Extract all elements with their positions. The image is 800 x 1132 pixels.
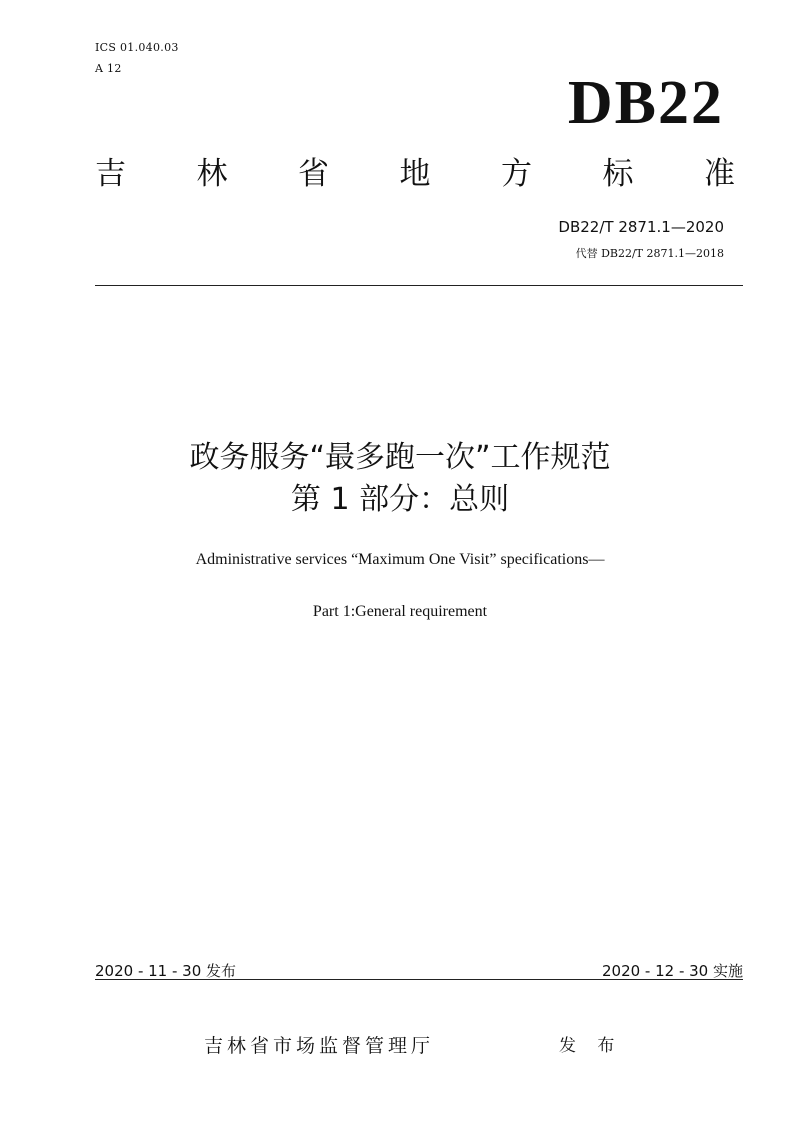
standard-type-char: 标 (602, 156, 634, 192)
issue-date: 2020 - 11 - 30 发布 (95, 962, 237, 980)
english-subtitle: Part 1:General requirement (312, 603, 488, 620)
replaces-note: 代替 DB22/T 2871.1—2018 (575, 247, 724, 260)
standard-type-heading (95, 152, 735, 196)
standard-type-char: 准 (704, 156, 735, 192)
footer-divider (95, 979, 743, 980)
standard-logo: DB22 (567, 69, 724, 137)
classification-code: A 12 (95, 62, 122, 75)
english-title: Administrative services “Maximum One Visit” specifications— (195, 551, 605, 568)
standard-type-char: 方 (501, 156, 532, 192)
standard-type-char: 地 (399, 156, 431, 192)
standard-type-char: 吉 (95, 156, 126, 192)
publish-label: 发 布 (559, 1036, 623, 1056)
issuing-authority: 吉林省市场监督管理厅 (204, 1035, 435, 1057)
standard-type-char: 省 (298, 156, 329, 192)
standard-type-char: 林 (196, 156, 228, 192)
header-divider (95, 285, 743, 286)
document-number: DB22/T 2871.1—2020 (558, 218, 724, 236)
document-subtitle: 第 1 部分：总则 (290, 482, 510, 517)
document-title: 政务服务“最多跑一次”工作规范 (189, 440, 611, 475)
implementation-date: 2020 - 12 - 30 实施 (601, 962, 743, 980)
ics-code: ICS 01.040.03 (95, 41, 179, 54)
